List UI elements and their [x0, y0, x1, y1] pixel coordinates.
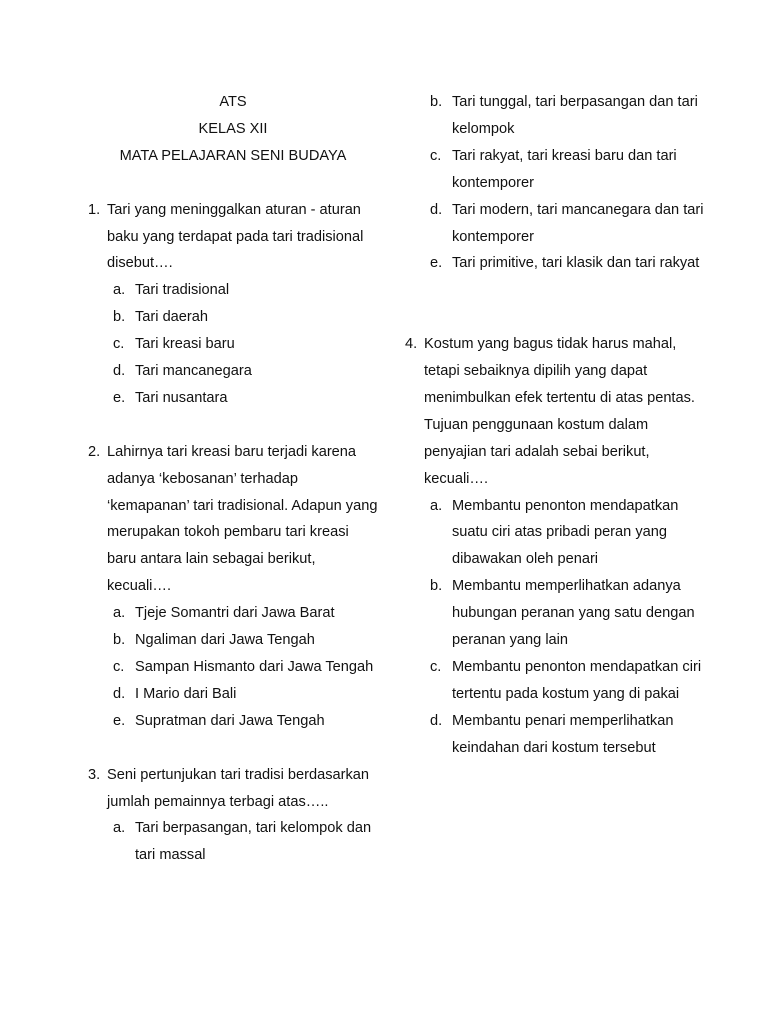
option-c [424, 654, 705, 708]
option-label: c. [113, 336, 125, 353]
option-text: Tjeje Somantri dari Jawa Barat [135, 605, 335, 622]
option-b [424, 573, 705, 654]
left-column [88, 89, 378, 869]
option-d [107, 681, 378, 708]
option-label: d. [430, 201, 443, 218]
option-text: Membantu penari memperlihatkan keindahan dari kostum tersebut [452, 712, 674, 756]
option-c [424, 143, 705, 197]
option-a [107, 815, 378, 869]
option-e [107, 385, 378, 412]
option-label: d. [113, 685, 126, 702]
document-header [88, 89, 378, 170]
header-class: KELAS XII [198, 120, 268, 137]
option-label: a. [113, 605, 126, 622]
question-text: Lahirnya tari kreasi baru terjadi karena adanya ‘kebosanan’ terhadap ‘kemapanan’ tari tradisional. Adapun yang merupakan tokoh pembaru tari kreasi baru antara lain sebagai berikut, kecuali…. [107, 443, 378, 595]
option-label: c. [113, 659, 125, 675]
option-text: Tari mancanegara [135, 363, 252, 380]
question-number: 4. [405, 336, 418, 353]
option-label: b. [430, 94, 443, 110]
question-number: 2. [88, 443, 101, 460]
option-label: c. [430, 147, 442, 164]
right-column [405, 89, 705, 762]
option-text: Membantu memperlihatkan adanya hubungan peranan yang satu dengan peranan yang lain [452, 578, 695, 649]
option-d [424, 197, 705, 251]
option-label: e. [430, 255, 443, 272]
option-label: b. [113, 309, 126, 326]
question-3 [88, 762, 378, 870]
header-subject: MATA PELAJARAN SENI BUDAYA [119, 147, 347, 164]
option-b [107, 627, 378, 654]
question-text: Seni pertunjukan tari tradisi berdasarkan jumlah pemainnya terbagi atas….. [107, 766, 370, 810]
question-number: 3. [88, 766, 101, 783]
question-3-continued [405, 89, 705, 277]
option-text: Membantu penonton mendapatkan ciri tertentu pada kostum yang di pakai [452, 659, 702, 702]
option-text: Supratman dari Jawa Tengah [135, 712, 325, 729]
question-number: 1. [88, 201, 101, 218]
option-text: Tari nusantara [135, 389, 228, 406]
option-text: Tari tradisional [135, 282, 230, 299]
option-a [424, 493, 705, 574]
option-text: Tari daerah [135, 309, 209, 326]
question-4 [405, 331, 705, 762]
option-text: Membantu penonton mendapatkan suatu ciri atas pribadi peran yang dibawakan oleh penari [452, 497, 679, 568]
option-text: Tari berpasangan, tari kelompok dan tari massal [135, 820, 372, 864]
option-label: a. [113, 820, 126, 837]
option-text: Sampan Hismanto dari Jawa Tengah [135, 659, 374, 675]
option-a [107, 600, 378, 627]
option-e [107, 708, 378, 735]
question-text: Tari yang meninggalkan aturan - aturan baku yang terdapat pada tari tradisional disebut…. [107, 201, 364, 272]
header-title: ATS [219, 94, 247, 110]
option-label: b. [113, 632, 126, 649]
option-d [107, 358, 378, 385]
option-label: b. [430, 578, 443, 595]
option-label: d. [113, 363, 126, 380]
option-label: d. [430, 712, 443, 729]
option-c [107, 654, 378, 681]
question-1 [88, 197, 378, 412]
option-text: Tari primitive, tari klasik dan tari rakyat [452, 255, 700, 272]
question-2 [88, 439, 378, 735]
option-text: Tari tunggal, tari berpasangan dan tari kelompok [452, 94, 698, 137]
option-a [107, 277, 378, 304]
option-label: e. [113, 389, 126, 406]
option-label: c. [430, 659, 442, 676]
option-label: a. [430, 497, 443, 514]
option-c [107, 331, 378, 358]
option-label: e. [113, 712, 126, 729]
option-label: a. [113, 282, 126, 299]
option-b [424, 89, 705, 143]
question-text: Kostum yang bagus tidak harus mahal, tetapi sebaiknya dipilih yang dapat menimbulkan efek tertentu di atas pentas. Tujuan penggunaan kostum dalam penyajian tari adalah sebai berikut, kecuali…. [424, 336, 695, 487]
option-text: Tari rakyat, tari kreasi baru dan tari kontemporer [452, 147, 677, 191]
option-b [107, 304, 378, 331]
option-e [424, 250, 705, 277]
option-text: Tari modern, tari mancanegara dan tari kontemporer [452, 201, 704, 245]
option-text: Tari kreasi baru [135, 336, 235, 353]
option-d [424, 708, 705, 762]
option-text: I Mario dari Bali [135, 685, 237, 702]
option-text: Ngaliman dari Jawa Tengah [135, 632, 315, 649]
